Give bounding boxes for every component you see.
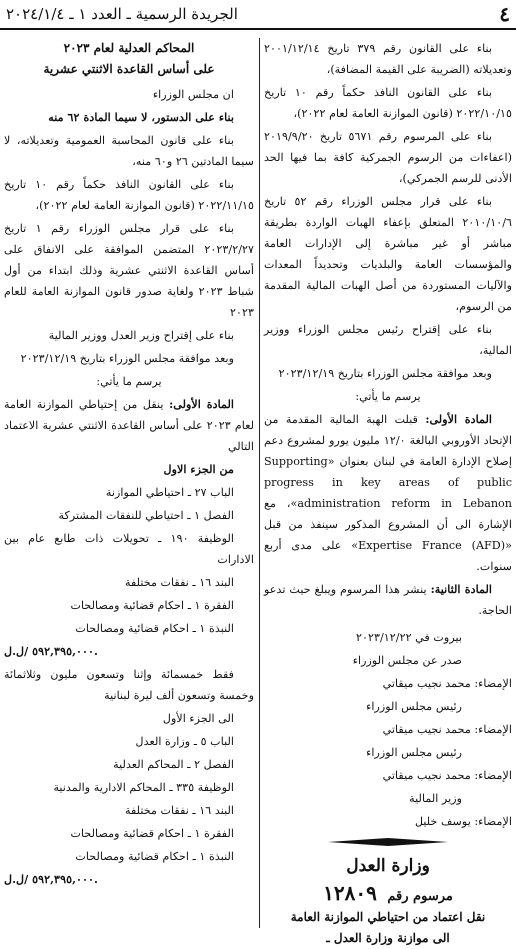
article-text: ينشر هذا المرسوم ويبلغ حيث تدعو الحاجة. bbox=[264, 583, 512, 617]
recital: بناء على قانون المحاسبة العمومية وتعديلاته، لا سيما المادتين ٢٦ و٦٠ منه، bbox=[4, 134, 254, 168]
recital: بناء على المرسوم رقم ٥٦٧١ تاريخ ٢٠١٩/٩/٢٠ (اعفاءات من الرسوم الجمركية كافة بما فيها الحد الأدنى للرسم الجمركي)، bbox=[264, 130, 512, 185]
decrees-line: يرسم ما يأتي: bbox=[355, 390, 421, 403]
page-header bbox=[0, 0, 516, 30]
signature: الإمضاء: محمد نجيب ميقاتي bbox=[382, 769, 512, 782]
article-1 bbox=[4, 394, 254, 457]
article-2 bbox=[264, 579, 512, 621]
recital: وبعد موافقة مجلس الوزراء بتاريخ ٢٠٢٣/١٢/١٩ bbox=[278, 367, 492, 380]
council-line: ان مجلس الوزراء bbox=[152, 88, 234, 101]
decree-label: مرسوم رقم bbox=[387, 889, 453, 904]
section-title: المحاكم العدلية لعام ٢٠٢٣ bbox=[63, 41, 195, 55]
signature: الإمضاء: محمد نجيب ميقاتي bbox=[382, 677, 512, 690]
column-divider bbox=[259, 38, 260, 928]
budget-line: الوظيفة ٣٣٥ ـ المحاكم الادارية والمدنية bbox=[53, 781, 234, 794]
recital: بناء على القانون النافذ حكماً رقم ١٠ تاريخ ٢٠٢٢/١٠/١٥ (قانون الموازنة العامة لعام ٢٠٢٢)، bbox=[264, 86, 512, 120]
budget-line: الباب ٥ ـ وزارة العدل bbox=[135, 735, 234, 748]
budget-line: الوظيفة ١٩٠ ـ تحويلات ذات طابع عام بين الادارات bbox=[4, 532, 254, 566]
place-date: بيروت في ٢٠٢٣/١٢/٢٢ bbox=[355, 631, 462, 644]
budget-line: الباب ٢٧ ـ احتياطي الموازنة bbox=[105, 486, 234, 499]
budget-line: البند ١٦ ـ نفقات مختلفة bbox=[124, 576, 234, 589]
article-label: المادة الثانية: bbox=[430, 582, 492, 596]
article-label: المادة الأولى: bbox=[169, 397, 235, 411]
budget-line: الفقرة ١ ـ احكام قضائية ومصالحات bbox=[70, 827, 234, 840]
issued-by: صدر عن مجلس الوزراء bbox=[352, 654, 462, 667]
budget-line: الفصل ١ ـ احتياطي للنفقات المشتركة bbox=[58, 509, 234, 522]
recital: بناء على إقتراح رئيس مجلس الوزراء ووزير المالية، bbox=[264, 323, 512, 357]
decree-subject: الى موازنة وزارة العدل ـ bbox=[326, 931, 450, 945]
article-text: قبلت الهبة المالية المقدمة من الإتحاد الأوروبي البالغة ١٢/٠ مليون يورو لمشروع دعم إصلاح الإدارة العامة في لبنان بعنوان «Supporting progress in key areas of public administration reform in Lebanon»، مع الإشارة الى أن المشروع المذكور سينفذ من قبل «Expertise France (AFD)» على مدى أربع سنوات. bbox=[264, 413, 512, 573]
amount: ٥٩٢,٣٩٥,٠٠٠ /ل.ل. bbox=[4, 644, 98, 658]
from-part-heading: من الجزء الاول bbox=[163, 462, 234, 476]
ministry-title: وزارة العدل bbox=[346, 856, 430, 876]
article-1 bbox=[264, 409, 512, 577]
recital: وبعد موافقة مجلس الوزراء بتاريخ ٢٠٢٣/١٢/١٩ bbox=[20, 352, 234, 365]
page-number: ٤ bbox=[499, 2, 510, 26]
to-part-heading: الى الجزء الأول bbox=[162, 712, 234, 725]
right-column bbox=[264, 38, 512, 945]
left-column bbox=[4, 38, 254, 928]
constitution-line: بناء على الدستور، لا سيما المادة ٦٢ منه bbox=[48, 110, 234, 124]
recital: بناء على القانون رقم ٣٧٩ تاريخ ٢٠٠١/١٢/١٤ وتعديلاته (الضريبة على القيمة المضافة)، bbox=[264, 42, 512, 76]
section-divider-ornament bbox=[264, 838, 512, 846]
signatory-title: وزير المالية bbox=[409, 792, 462, 805]
decree-subject: نقل اعتماد من احتياطي الموازنة العامة bbox=[290, 910, 486, 924]
signature: الإمضاء: محمد نجيب ميقاتي bbox=[382, 723, 512, 736]
gazette-title: الجريدة الرسمية ـ العدد ١ ـ ٢٠٢٤/١/٤ bbox=[6, 5, 238, 23]
recital: بناء على قرار مجلس الوزراء رقم ١ تاريخ ٢٠٢٣/٢/٢٧ المتضمن الموافقة على الانفاق على أساس القاعدة الاثنتي عشرية وذلك ابتداء من أول شباط ٢٠٢٣ ولغاية صدور قانون الموازنة العامة للعام ٢٠٢٣ bbox=[4, 222, 255, 319]
budget-line: النبذة ١ ـ احكام قضائية ومصالحات bbox=[75, 850, 234, 863]
recital: بناء على قرار مجلس الوزراء رقم ٥٢ تاريخ ٢٠١٠/١٠/٦ المتعلق بإعفاء الهبات الواردة بطريقة مباشر أو غير مباشرة إلى الإدارات العامة والمؤسسات العامة والبلديات وتحديداً المعدات والآليات المستوردة من أصل الهبات المالية المقدمة من الرسوم، bbox=[264, 195, 512, 313]
budget-line: البند ١٦ ـ نفقات مختلفة bbox=[124, 804, 234, 817]
amount: ٥٩٢,٣٩٥,٠٠٠ /ل.ل. bbox=[4, 872, 98, 886]
recital: بناء على القانون النافذ حكماً رقم ١٠ تاريخ ٢٠٢٢/١١/١٥ (قانون الموازنة العامة لعام ٢٠٢٢)، bbox=[4, 178, 254, 212]
signatory-title: رئيس مجلس الوزراء bbox=[366, 746, 462, 759]
signatory-title: رئيس مجلس الوزراء bbox=[366, 700, 462, 713]
recital: بناء على إقتراح وزير العدل ووزير المالية bbox=[48, 329, 234, 342]
decrees-line: يرسم ما يأتي: bbox=[96, 375, 162, 388]
budget-line: الفصل ٢ ـ المحاكم العدلية bbox=[113, 758, 234, 771]
decree-number-line bbox=[264, 883, 512, 907]
section-subtitle: على أساس القاعدة الاثنتي عشرية bbox=[43, 62, 215, 76]
budget-line: النبذة ١ ـ احكام قضائية ومصالحات bbox=[75, 622, 234, 635]
decree-number: ١٢٨٠٩ bbox=[323, 881, 377, 905]
signature: الإمضاء: يوسف خليل bbox=[414, 815, 512, 828]
budget-line: الفقرة ١ ـ احكام قضائية ومصالحات bbox=[70, 599, 234, 612]
amount-in-words: فقط خمسمائة وإثنا وتسعون مليون وثلاثمائة وخمسة وتسعون ألف ليرة لبنانية bbox=[4, 668, 254, 702]
article-text: ينقل من إحتياطي الموازنة العامة لعام ٢٠٢٣ على أساس القاعدة الاثنتي عشرية الاعتماد التالي bbox=[4, 398, 254, 453]
article-label: المادة الأولى: bbox=[425, 412, 492, 426]
